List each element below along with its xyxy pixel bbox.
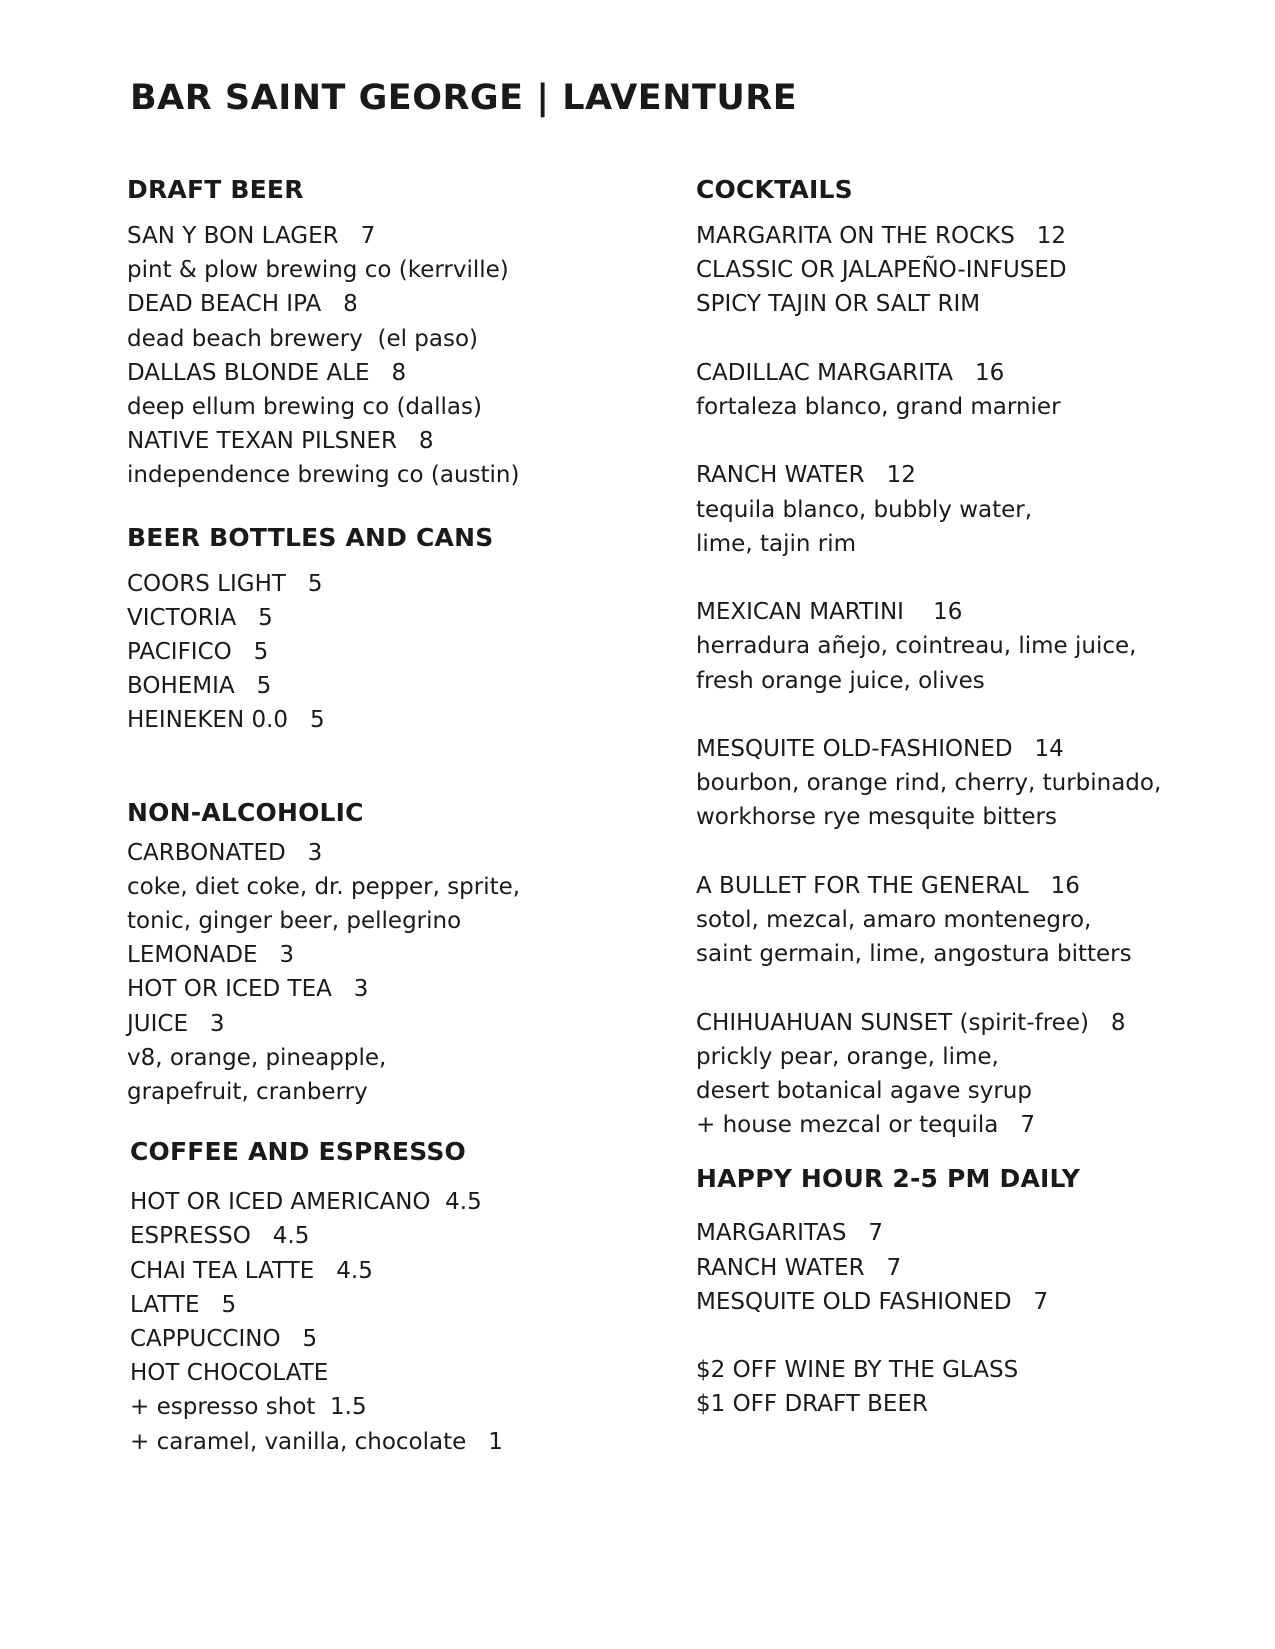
menu-line: MARGARITA ON THE ROCKS 12	[696, 223, 1067, 249]
menu-line: + caramel, vanilla, chocolate 1	[130, 1428, 503, 1455]
menu-line: RANCH WATER 7	[696, 1254, 902, 1281]
menu-line: $2 OFF WINE BY THE GLASS	[696, 1357, 1019, 1384]
section-heading: NON-ALCOHOLIC	[127, 797, 364, 827]
menu-line: MESQUITE OLD FASHIONED 7	[696, 1288, 1049, 1315]
menu-line: tequila blanco, bubbly water,	[696, 496, 1033, 523]
menu-line: tonic, ginger beer, pellegrino	[127, 908, 462, 935]
menu-line: DALLAS BLONDE ALE 8	[127, 359, 407, 386]
menu-line: BOHEMIA 5	[127, 673, 272, 700]
menu-line: NATIVE TEXAN PILSNER 8	[127, 428, 434, 455]
menu-line: PACIFICO 5	[127, 639, 269, 666]
menu-line: CLASSIC OR JALAPEÑO-INFUSED	[696, 257, 1067, 284]
menu-line: CARBONATED 3	[127, 839, 323, 866]
menu-line: dead beach brewery (el paso)	[127, 325, 479, 352]
menu-line: SPICY TAJIN OR SALT RIM	[696, 291, 981, 318]
menu-line: LATTE 5	[130, 1291, 237, 1318]
menu-line: RANCH WATER 12	[696, 462, 916, 489]
menu-line: coke, diet coke, dr. pepper, sprite,	[127, 873, 521, 900]
section-heading: COCKTAILS	[696, 175, 853, 204]
menu-line: workhorse rye mesquite bitters	[696, 804, 1057, 831]
page-title: BAR SAINT GEORGE | LAVENTURE	[130, 78, 798, 118]
menu-line: bourbon, orange rind, cherry, turbinado,	[696, 770, 1162, 797]
menu-line: deep ellum brewing co (dallas)	[127, 394, 482, 421]
menu-line: $1 OFF DRAFT BEER	[696, 1391, 928, 1418]
menu-line: desert botanical agave syrup	[696, 1077, 1032, 1104]
section-heading: HAPPY HOUR 2-5 PM DAILY	[696, 1164, 1081, 1194]
menu-line: lime, tajin rim	[696, 530, 856, 557]
menu-line: A BULLET FOR THE GENERAL 16	[696, 872, 1080, 899]
menu-line: HOT OR ICED TEA 3	[127, 976, 369, 1003]
menu-line: independence brewing co (austin)	[127, 462, 520, 489]
menu-line: COORS LIGHT 5	[127, 570, 323, 597]
menu-line: JUICE 3	[127, 1010, 225, 1037]
menu-line: sotol, mezcal, amaro montenegro,	[696, 906, 1092, 933]
menu-line: VICTORIA 5	[127, 604, 273, 631]
menu-line: MEXICAN MARTINI 16	[696, 599, 963, 626]
section-non-alcoholic	[127, 796, 647, 1110]
menu-line: CHAI TEA LATTE 4.5	[130, 1257, 373, 1284]
menu-line: DEAD BEACH IPA 8	[127, 291, 358, 318]
left-column	[127, 173, 647, 1459]
section-cocktails	[696, 173, 1256, 1142]
menu-line: fortaleza blanco, grand marnier	[696, 394, 1061, 420]
menu-line: v8, orange, pineapple,	[127, 1044, 387, 1071]
menu-line: + house mezcal or tequila 7	[696, 1112, 1035, 1139]
menu-line: HEINEKEN 0.0 5	[127, 707, 325, 734]
section-heading: COFFEE AND ESPRESSO	[130, 1137, 467, 1167]
section-draft-beer	[127, 173, 647, 493]
menu-line: prickly pear, orange, lime,	[696, 1043, 999, 1070]
menu-line: ESPRESSO 4.5	[130, 1223, 310, 1250]
menu-line: fresh orange juice, olives	[696, 667, 985, 694]
menu-line: MESQUITE OLD-FASHIONED 14	[696, 735, 1064, 762]
section-heading: DRAFT BEER	[127, 175, 304, 204]
menu-line: SAN Y BON LAGER 7	[127, 223, 376, 249]
menu-line: CHIHUAHUAN SUNSET (spirit-free) 8	[696, 1009, 1126, 1036]
menu-line: herradura añejo, cointreau, lime juice,	[696, 633, 1137, 660]
section-bottles	[127, 521, 647, 738]
menu-line: CAPPUCCINO 5	[130, 1326, 318, 1353]
menu-line: CADILLAC MARGARITA 16	[696, 359, 1005, 386]
menu-line: + espresso shot 1.5	[130, 1394, 367, 1421]
section-heading: BEER BOTTLES AND CANS	[127, 522, 494, 552]
menu-line: pint & plow brewing co (kerrville)	[127, 257, 509, 284]
menu-line: HOT CHOCOLATE	[130, 1360, 329, 1387]
menu-line: saint germain, lime, angostura bitters	[696, 941, 1132, 968]
section-coffee	[130, 1135, 647, 1459]
menu-line: HOT OR ICED AMERICANO 4.5	[130, 1189, 482, 1216]
menu-line: grapefruit, cranberry	[127, 1079, 368, 1106]
menu-line: MARGARITAS 7	[696, 1220, 884, 1247]
right-column	[696, 173, 1256, 1422]
section-happy-hour	[696, 1162, 1256, 1421]
menu-line: LEMONADE 3	[127, 942, 295, 969]
